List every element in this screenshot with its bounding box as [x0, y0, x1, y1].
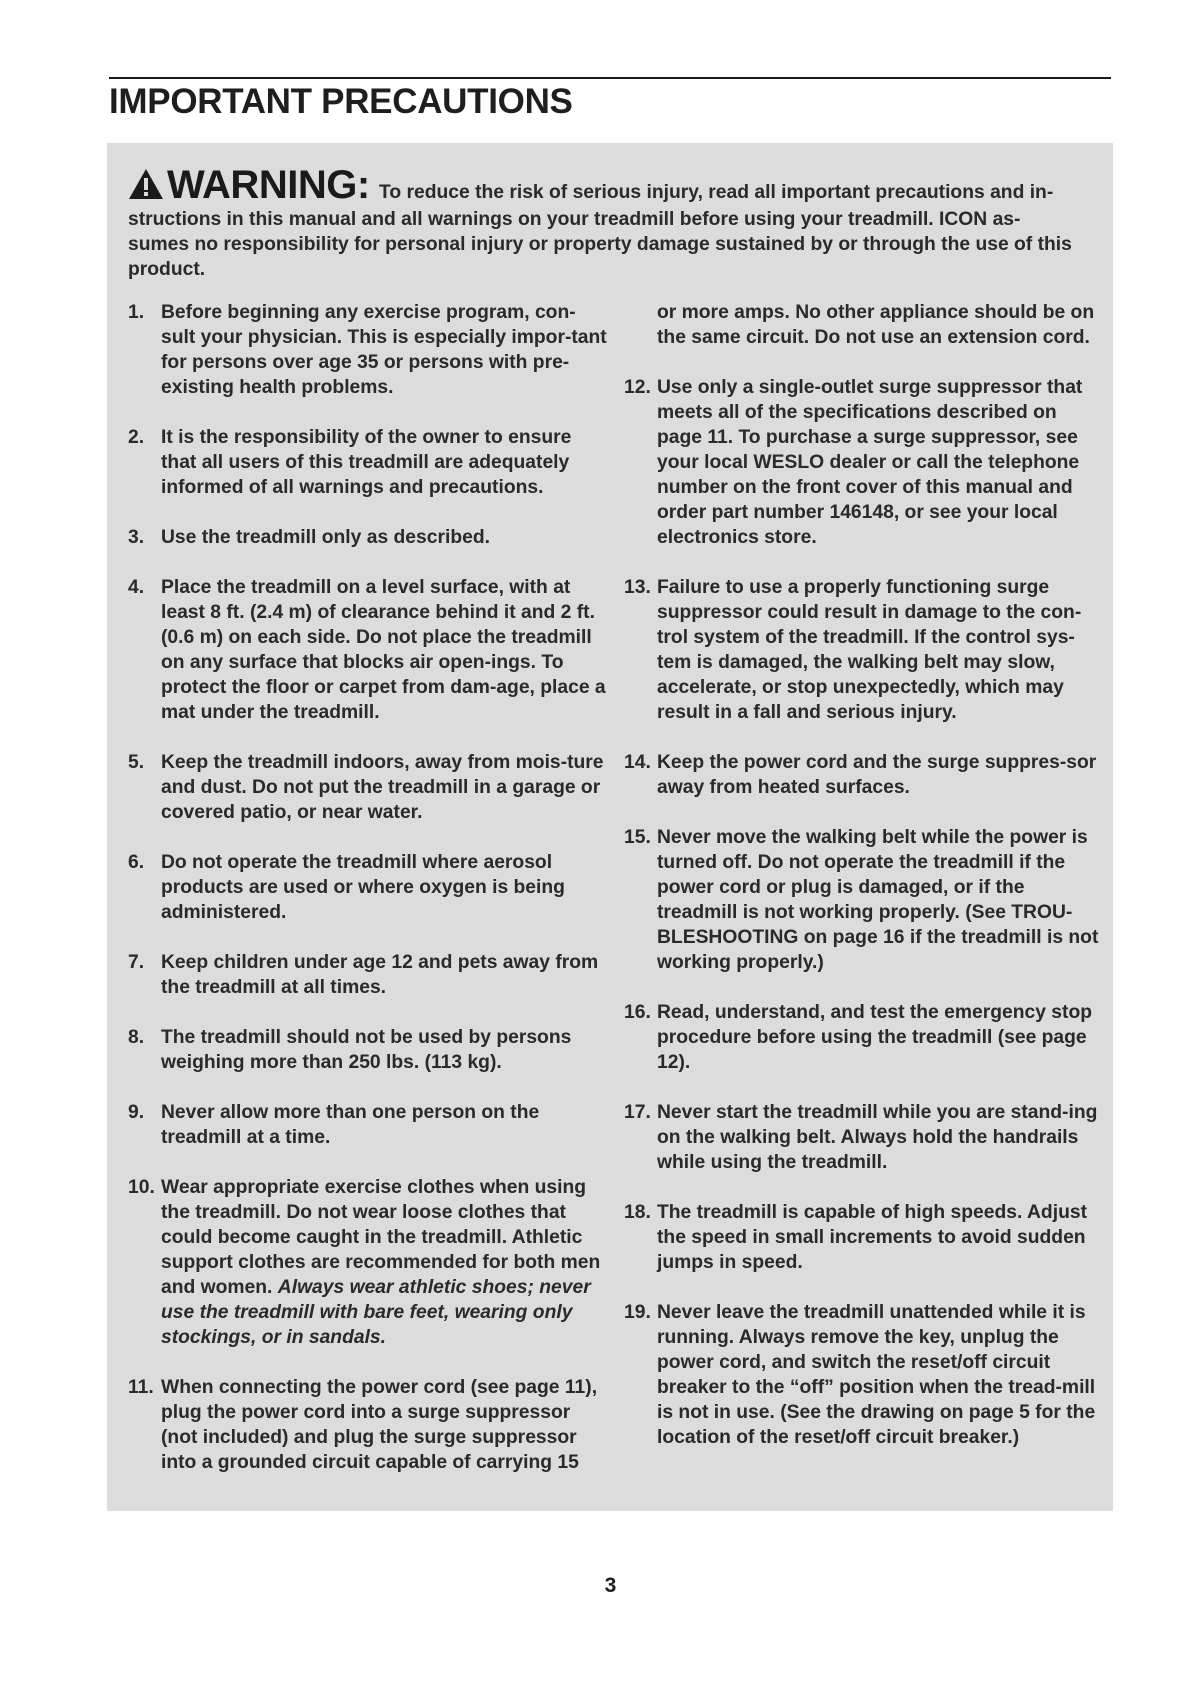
list-item: 1. Before beginning any exercise program, con-sult your physician. This is especially impor-tant for persons over age 35 or persons with pre-existing health problems. [128, 302, 607, 398]
list-item: 16. Read, understand, and test the emergency stop procedure before using the treadmill (see page 12). [624, 1002, 1092, 1073]
page-title: IMPORTANT PRECAUTIONS [109, 82, 573, 121]
list-item: 6. Do not operate the treadmill where aerosol products are used or where oxygen is being administered. [128, 852, 565, 923]
warning-block [128, 163, 1078, 282]
list-item: 8. The treadmill should not be used by persons weighing more than 250 lbs. (113 kg). [128, 1027, 572, 1073]
list-item: 2. It is the responsibility of the owner to ensure that all users of this treadmill are adequately informed of all warnings and precautions. [128, 427, 572, 498]
left-column [128, 300, 608, 1500]
list-item: 13. Failure to use a properly functioning surge suppressor could result in damage to the con-trol system of the treadmill. If the control sys-tem is damaged, the walking belt may slow, accelerate, or stop unexpectedly, which may result in a fall and serious injury. [624, 577, 1082, 723]
warning-text: To reduce the risk of serious injury, read all important precautions and in-structions in this manual and all warnings on your treadmill before using your treadmill. ICON as-sumes no responsibility for personal injury or property damage sustained by or through the use of this product. [128, 182, 1072, 280]
list-item: 11. When connecting the power cord (see page 11), plug the power cord into a surge suppressor (not included) and plug the surge suppressor into a grounded circuit capable of carrying 15 [128, 1377, 598, 1473]
top-rule [109, 77, 1111, 79]
page-number: 3 [604, 1574, 617, 1597]
right-column [624, 300, 1104, 1475]
list-item: 18. The treadmill is capable of high speeds. Adjust the speed in small increments to avoid sudden jumps in speed. [624, 1202, 1087, 1273]
list-item: 7. Keep children under age 12 and pets away from the treadmill at all times. [128, 952, 599, 998]
list-item: 19. Never leave the treadmill unattended while it is running. Always remove the key, unplug the power cord, and switch the reset/off circuit breaker to the “off” position when the tread-mill is not in use. (See the drawing on page 5 for the location of the reset/off circuit breaker.) [624, 1302, 1096, 1448]
warning-label: WARNING: [167, 163, 370, 207]
list-item: 12. Use only a single-outlet surge suppressor that meets all of the specifications described on page 11. To purchase a surge suppressor, see your local WESLO dealer or call the telephone number on the front cover of this manual and order part number 146148, or see your local electronics store. [624, 377, 1083, 548]
warning-triangle-icon [128, 168, 164, 207]
list-item: 4. Place the treadmill on a level surface, with at least 8 ft. (2.4 m) of clearance behind it and 2 ft. (0.6 m) on each side. Do not place the treadmill on any surface that blocks air open-ings. To protect the floor or carpet from dam-age, place a mat under the treadmill. [128, 577, 606, 723]
list-item: 9. Never allow more than one person on the treadmill at a time. [128, 1102, 540, 1148]
list-item: 14. Keep the power cord and the surge suppres-sor away from heated surfaces. [624, 752, 1097, 798]
list-item: 3. Use the treadmill only as described. [128, 527, 490, 548]
list-item: 5. Keep the treadmill indoors, away from mois-ture and dust. Do not put the treadmill in a garage or covered patio, or near water. [128, 752, 604, 823]
list-item: 15. Never move the walking belt while the power is turned off. Do not operate the treadmill if the power cord or plug is damaged, or if the treadmill is not working properly. (See TROU-BLESHOOTING on page 16 if the treadmill is not working properly.) [624, 827, 1099, 973]
list-item-continued: or more amps. No other appliance should be on the same circuit. Do not use an extension cord. [657, 302, 1095, 348]
list-item: 10. Wear appropriate exercise clothes when using the treadmill. Do not wear loose clothes that could become caught in the treadmill. Athletic support clothes are recommended for both men and women. Always wear athletic shoes; never use the treadmill with bare feet, wearing only stockings, or in sandals. [128, 1177, 601, 1348]
list-item: 17. Never start the treadmill while you are stand-ing on the walking belt. Always hold the handrails while using the treadmill. [624, 1102, 1098, 1173]
